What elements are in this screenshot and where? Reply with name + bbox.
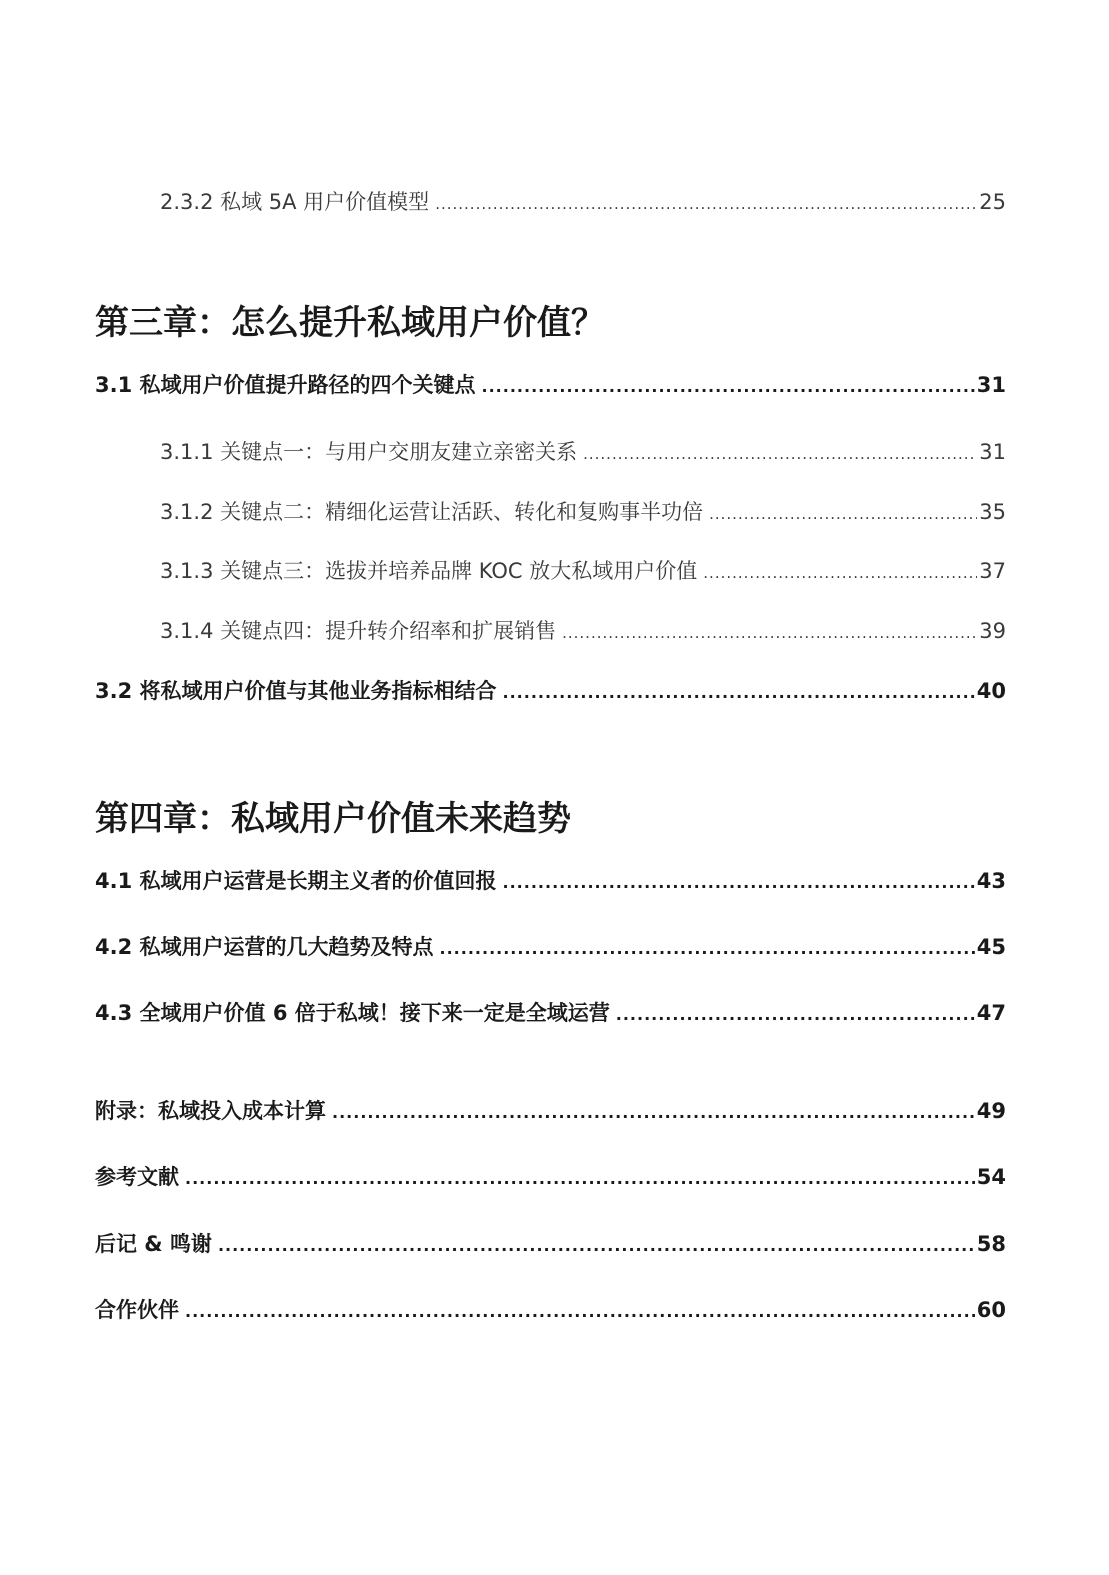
toc-entry-3-1-2[interactable] [160,496,1006,526]
toc-entry-4-1[interactable] [95,865,1006,895]
toc-entry-2-3-2[interactable] [160,186,1006,216]
dot-leader [562,624,977,642]
dot-leader [616,1005,975,1024]
toc-entry-page: 58 [976,1232,1006,1256]
dot-leader [435,195,977,213]
dot-leader [709,505,977,523]
toc-entry-title: 参考文献 [95,1165,179,1189]
toc-entry-title: 4.2 私域用户运营的几大趋势及特点 [95,935,434,959]
toc-entry-page: 40 [976,679,1006,703]
chapter-4-heading: 第四章：私域用户价值未来趋势 [95,799,571,839]
toc-entry-title: 2.3.2 私域 5A 用户价值模型 [160,190,430,214]
toc-entry-page: 31 [979,440,1006,464]
dot-leader [503,873,975,892]
toc-entry-title: 3.1.4 关键点四：提升转介绍率和扩展销售 [160,619,557,643]
toc-entry-title: 3.1.2 关键点二：精细化运营让活跃、转化和复购事半功倍 [160,500,704,524]
dot-leader [332,1103,975,1122]
dot-leader [440,939,975,958]
dot-leader [218,1236,975,1255]
toc-entry-partners[interactable] [95,1294,1006,1324]
dot-leader [482,377,975,396]
toc-entry-page: 49 [976,1099,1006,1123]
toc-entry-page: 31 [976,373,1006,397]
toc-entry-appendix[interactable] [95,1095,1006,1125]
toc-entry-page: 54 [976,1165,1006,1189]
toc-entry-4-2[interactable] [95,931,1006,961]
toc-entry-title: 附录：私域投入成本计算 [95,1099,326,1123]
toc-entry-afterword[interactable] [95,1228,1006,1258]
toc-entry-page: 47 [976,1001,1006,1025]
toc-entry-3-1-1[interactable] [160,436,1006,466]
toc-entry-4-3[interactable] [95,997,1006,1027]
toc-entry-title: 合作伙伴 [95,1298,179,1322]
toc-entry-page: 45 [976,935,1006,959]
dot-leader [583,445,977,463]
toc-entry-title: 后记 & 鸣谢 [95,1232,212,1256]
dot-leader [185,1302,975,1321]
toc-entry-title: 4.1 私域用户运营是长期主义者的价值回报 [95,869,497,893]
toc-entry-page: 43 [976,869,1006,893]
toc-entry-3-1[interactable] [95,369,1006,399]
toc-entry-references[interactable] [95,1161,1006,1191]
toc-entry-3-1-4[interactable] [160,615,1006,645]
toc-entry-page: 25 [979,190,1006,214]
toc-entry-page: 60 [976,1298,1006,1322]
dot-leader [185,1169,975,1188]
chapter-3-heading: 第三章：怎么提升私域用户价值？ [95,303,605,343]
dot-leader [703,564,977,582]
toc-entry-title: 3.1.1 关键点一：与用户交朋友建立亲密关系 [160,440,578,464]
toc-entry-title: 3.1.3 关键点三：选拔并培养品牌 KOC 放大私域用户价值 [160,559,698,583]
toc-entry-3-2[interactable] [95,675,1006,705]
toc-entry-page: 35 [979,500,1006,524]
toc-entry-page: 37 [979,559,1006,583]
toc-entry-3-1-3[interactable] [160,555,1006,585]
toc-entry-title: 3.1 私域用户价值提升路径的四个关键点 [95,373,476,397]
toc-entry-page: 39 [979,619,1006,643]
toc-entry-title: 3.2 将私域用户价值与其他业务指标相结合 [95,679,497,703]
dot-leader [503,683,975,702]
toc-entry-title: 4.3 全域用户价值 6 倍于私域！接下来一定是全域运营 [95,1001,610,1025]
